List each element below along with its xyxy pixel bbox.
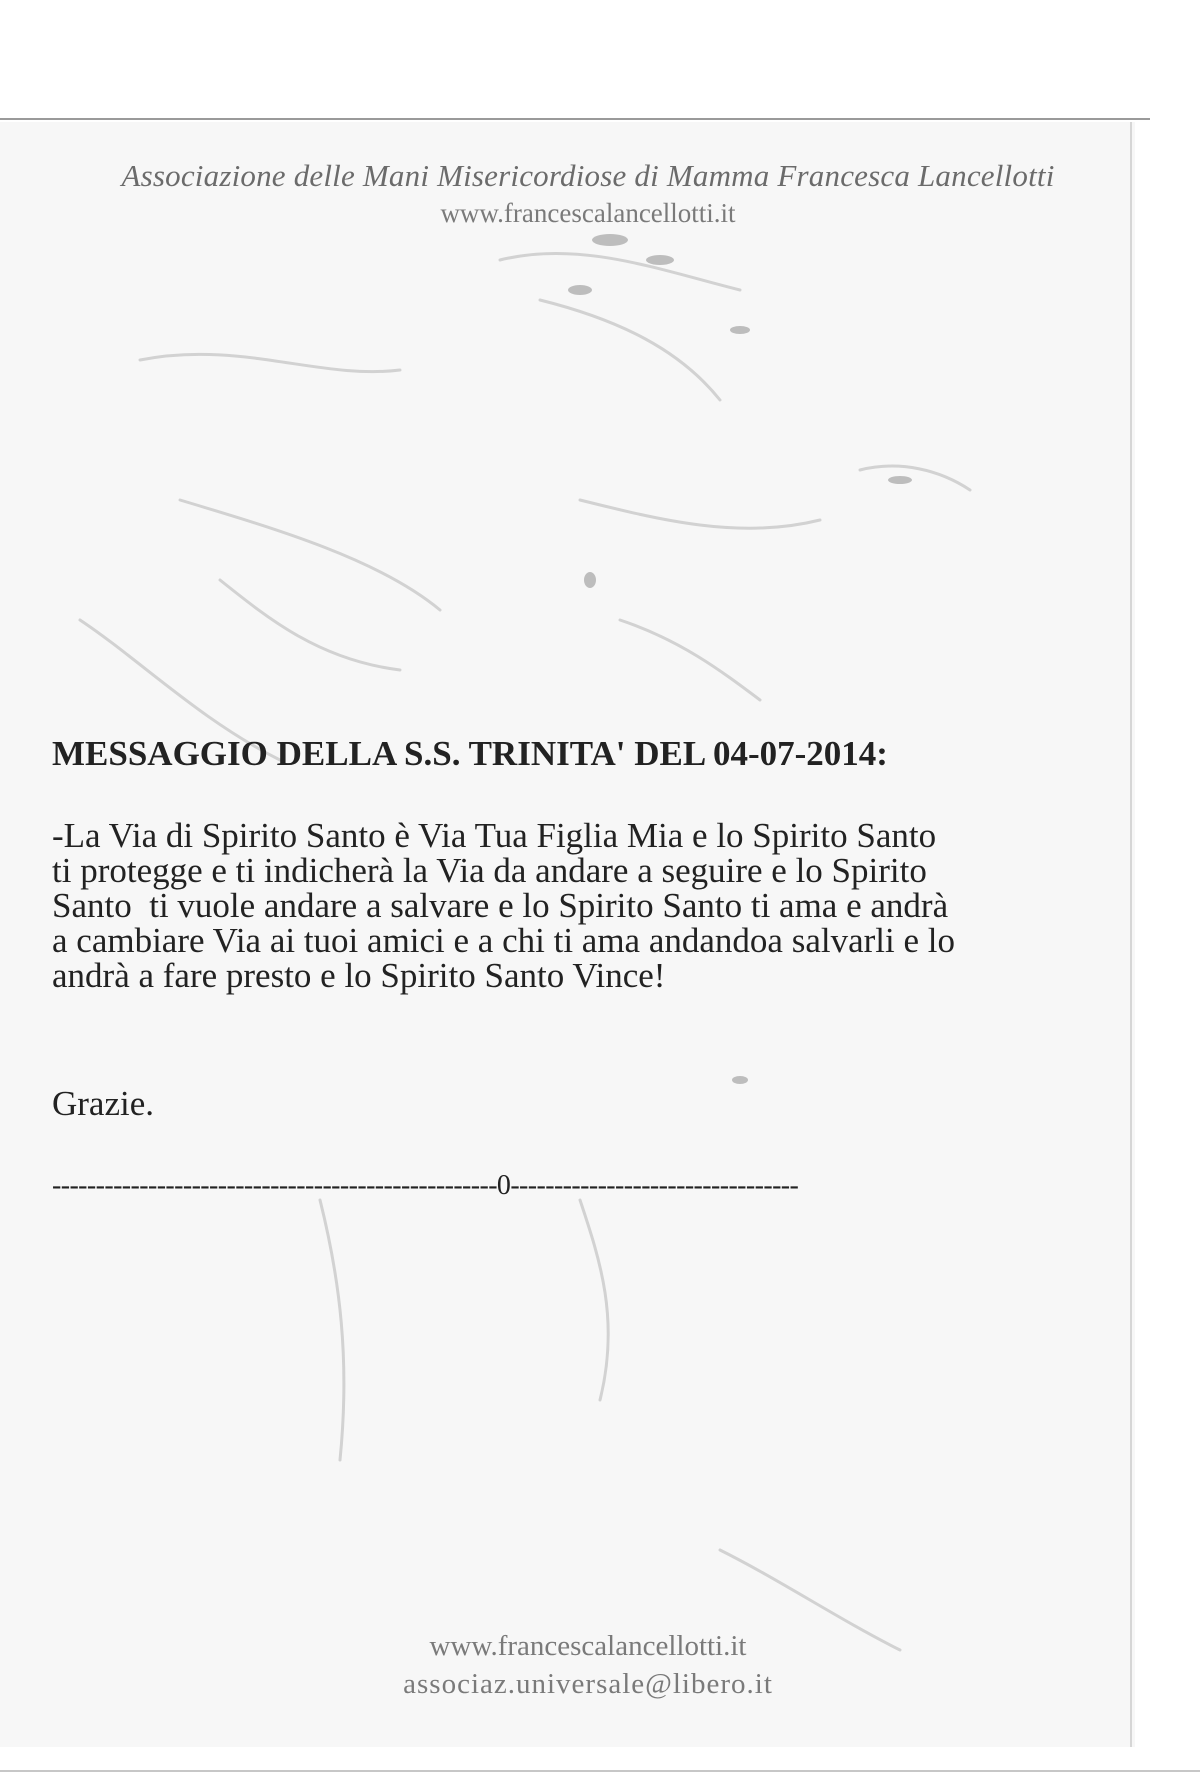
sheet-right-edge [1130, 122, 1132, 1747]
scan-top-edge [0, 118, 1150, 120]
header-website: www.francescalancellotti.it [440, 198, 736, 228]
message-body-line: a cambiare Via ai tuoi amici e a chi ti ama andandoa salvarli e lo [52, 921, 955, 960]
footer-email: associaz.universale@libero.it [403, 1668, 773, 1700]
message-body-line: Santo ti vuole andare a salvare e lo Spirito Santo ti ama e andrà [52, 886, 949, 925]
message-body [52, 818, 1092, 993]
footer-website: www.francescalancellotti.it [429, 1630, 747, 1662]
closing-text: Grazie. [52, 1084, 155, 1123]
message-body-line: andrà a fare presto e lo Spirito Santo Vince! [52, 956, 666, 995]
separator-line: ---------------------------------------------------0--------------------------------- [52, 1170, 799, 1201]
message-title: MESSAGGIO DELLA S.S. TRINITA' DEL 04-07-2014: [52, 734, 888, 773]
message-body-line: -La Via di Spirito Santo è Via Tua Figlia Mia e lo Spirito Santo [52, 816, 937, 855]
association-name: Associazione delle Mani Misericordiose di Mamma Francesca Lancellotti [121, 158, 1055, 193]
scan-bottom-edge [0, 1770, 1200, 1772]
message-body-line: ti protegge e ti indicherà la Via da andare a seguire e lo Spirito [52, 851, 927, 890]
